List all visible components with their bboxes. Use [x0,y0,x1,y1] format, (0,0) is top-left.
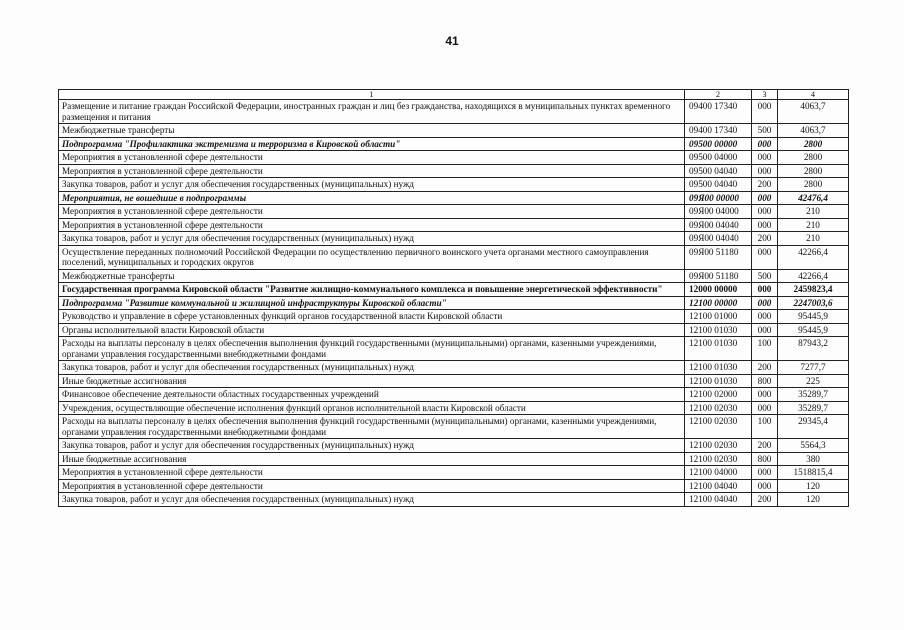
table-row [59,205,849,219]
row-code-cell: 09Я00 04040 [685,232,752,246]
row-sum-cell: 120 [778,493,849,507]
row-expense-type-cell: 500 [752,124,778,138]
table-row [59,452,849,466]
table-row [59,466,849,480]
row-name-cell: Финансовое обеспечение деятельности областных государственных учреждений [59,388,685,402]
row-code-cell: 09400 17340 [685,124,752,138]
table-row [59,245,849,269]
row-code-cell: 09500 00000 [685,137,752,151]
budget-table [58,89,849,507]
table-row [59,479,849,493]
row-expense-type-cell: 000 [752,100,778,124]
row-name-cell: Размещение и питание граждан Российской Федерации, иностранных граждан и лиц без гражданства, находящихся в муниципальных пунктах временного размещения и питания [59,100,685,124]
row-name-cell: Подпрограмма "Профилактика экстремизма и терроризма в Кировской области" [59,137,685,151]
row-sum-cell: 5564,3 [778,439,849,453]
row-code-cell: 09Я00 00000 [685,191,752,205]
header-row [59,90,849,100]
row-sum-cell: 210 [778,232,849,246]
row-expense-type-cell: 100 [752,337,778,361]
row-expense-type-cell: 200 [752,439,778,453]
row-name-cell: Расходы на выплаты персоналу в целях обеспечения выполнения функций государственными (муниципальными) органами, казенными учреждениями, органами управления государственными внебюджетными фондами [59,415,685,439]
row-name-cell: Государственная программа Кировской области "Развитие жилищно-коммунального комплекса и повышение энергетической эффективности" [59,283,685,297]
row-expense-type-cell: 000 [752,323,778,337]
row-name-cell: Мероприятия в установленной сфере деятельности [59,466,685,480]
row-name-cell: Расходы на выплаты персоналу в целях обеспечения выполнения функций государственными (муниципальными) органами, казенными учреждениями, органами управления государственными внебюджетными фондами [59,337,685,361]
row-name-cell: Закупка товаров, работ и услуг для обеспечения государственных (муниципальных) нужд [59,178,685,192]
table-row [59,337,849,361]
row-expense-type-cell: 200 [752,232,778,246]
row-code-cell: 09Я00 51180 [685,269,752,283]
row-sum-cell: 87943,2 [778,337,849,361]
table-row [59,164,849,178]
row-expense-type-cell: 000 [752,401,778,415]
row-sum-cell: 35289,7 [778,388,849,402]
row-name-cell: Закупка товаров, работ и услуг для обеспечения государственных (муниципальных) нужд [59,439,685,453]
row-name-cell: Закупка товаров, работ и услуг для обеспечения государственных (муниципальных) нужд [59,232,685,246]
row-expense-type-cell: 000 [752,388,778,402]
table-header [59,90,849,100]
table-row [59,178,849,192]
table-row [59,296,849,310]
row-code-cell: 09Я00 04000 [685,205,752,219]
row-sum-cell: 95445,9 [778,323,849,337]
row-name-cell: Иные бюджетные ассигнования [59,374,685,388]
row-name-cell: Органы исполнительной власти Кировской области [59,323,685,337]
header-cell-code: 2 [685,90,752,100]
row-code-cell: 12100 01030 [685,361,752,375]
table-row [59,361,849,375]
row-code-cell: 12100 01030 [685,337,752,361]
row-name-cell: Закупка товаров, работ и услуг для обеспечения государственных (муниципальных) нужд [59,361,685,375]
row-expense-type-cell: 200 [752,361,778,375]
row-name-cell: Подпрограмма "Развитие коммунальной и жилищной инфраструктуры Кировской области" [59,296,685,310]
table-row [59,269,849,283]
row-sum-cell: 210 [778,205,849,219]
row-expense-type-cell: 000 [752,164,778,178]
row-expense-type-cell: 000 [752,218,778,232]
row-code-cell: 12100 02030 [685,439,752,453]
table-row [59,310,849,324]
row-sum-cell: 42266,4 [778,269,849,283]
row-code-cell: 12100 02030 [685,452,752,466]
row-code-cell: 12100 02030 [685,401,752,415]
row-expense-type-cell: 000 [752,245,778,269]
row-name-cell: Мероприятия в установленной сфере деятельности [59,479,685,493]
table-row [59,100,849,124]
header-cell-sum: 4 [778,90,849,100]
table-row [59,415,849,439]
row-code-cell: 09Я00 51180 [685,245,752,269]
row-expense-type-cell: 000 [752,466,778,480]
row-name-cell: Иные бюджетные ассигнования [59,452,685,466]
row-expense-type-cell: 800 [752,374,778,388]
row-code-cell: 12100 01000 [685,310,752,324]
row-code-cell: 09500 04040 [685,178,752,192]
table-row [59,388,849,402]
row-name-cell: Руководство и управление в сфере установленных функций органов государственной власти Кировской области [59,310,685,324]
row-sum-cell: 2800 [778,178,849,192]
row-code-cell: 12100 02000 [685,388,752,402]
row-sum-cell: 35289,7 [778,401,849,415]
row-name-cell: Мероприятия в установленной сфере деятельности [59,151,685,165]
row-sum-cell: 1518815,4 [778,466,849,480]
row-sum-cell: 210 [778,218,849,232]
row-name-cell: Мероприятия в установленной сфере деятельности [59,205,685,219]
row-sum-cell: 42266,4 [778,245,849,269]
table-row [59,232,849,246]
row-name-cell: Межбюджетные трансферты [59,269,685,283]
row-code-cell: 09400 17340 [685,100,752,124]
table-row [59,218,849,232]
table-row [59,151,849,165]
table-row [59,439,849,453]
row-sum-cell: 2459823,4 [778,283,849,297]
row-sum-cell: 95445,9 [778,310,849,324]
row-sum-cell: 2247003,6 [778,296,849,310]
row-sum-cell: 42476,4 [778,191,849,205]
table-row [59,401,849,415]
table-row [59,374,849,388]
row-expense-type-cell: 800 [752,452,778,466]
row-code-cell: 09500 04000 [685,151,752,165]
row-code-cell: 12100 04000 [685,466,752,480]
row-expense-type-cell: 000 [752,310,778,324]
row-name-cell: Учреждения, осуществляющие обеспечение исполнения функций органов исполнительной власти Кировской области [59,401,685,415]
row-expense-type-cell: 200 [752,178,778,192]
row-code-cell: 12100 02030 [685,415,752,439]
row-code-cell: 12100 01030 [685,323,752,337]
row-expense-type-cell: 000 [752,137,778,151]
row-sum-cell: 2800 [778,137,849,151]
row-name-cell: Мероприятия в установленной сфере деятельности [59,218,685,232]
row-code-cell: 12100 04040 [685,479,752,493]
table-row [59,191,849,205]
row-name-cell: Мероприятия в установленной сфере деятельности [59,164,685,178]
row-code-cell: 09Я00 04040 [685,218,752,232]
row-expense-type-cell: 000 [752,283,778,297]
row-sum-cell: 2800 [778,164,849,178]
row-sum-cell: 225 [778,374,849,388]
row-sum-cell: 380 [778,452,849,466]
row-sum-cell: 4063,7 [778,100,849,124]
row-sum-cell: 7277,7 [778,361,849,375]
table-row [59,124,849,138]
row-sum-cell: 29345,4 [778,415,849,439]
table-body [59,100,849,507]
page-number: 41 [445,34,459,48]
budget-table-container [58,89,848,507]
row-name-cell: Осуществление переданных полномочий Российской Федерации по осуществлению первичного воинского учета органами местного самоуправления поселений, муниципальных и городских округов [59,245,685,269]
row-name-cell: Межбюджетные трансферты [59,124,685,138]
row-expense-type-cell: 100 [752,415,778,439]
row-expense-type-cell: 000 [752,296,778,310]
table-row [59,137,849,151]
row-expense-type-cell: 000 [752,151,778,165]
row-sum-cell: 4063,7 [778,124,849,138]
row-name-cell: Закупка товаров, работ и услуг для обеспечения государственных (муниципальных) нужд [59,493,685,507]
row-name-cell: Мероприятия, не вошедшие в подпрограммы [59,191,685,205]
row-sum-cell: 2800 [778,151,849,165]
row-expense-type-cell: 000 [752,479,778,493]
row-sum-cell: 120 [778,479,849,493]
row-expense-type-cell: 500 [752,269,778,283]
row-code-cell: 12100 01030 [685,374,752,388]
table-row [59,283,849,297]
row-code-cell: 12100 04040 [685,493,752,507]
row-code-cell: 09500 04040 [685,164,752,178]
table-row [59,323,849,337]
row-expense-type-cell: 000 [752,205,778,219]
header-cell-type: 3 [752,90,778,100]
row-expense-type-cell: 000 [752,191,778,205]
header-cell-name: 1 [59,90,685,100]
row-expense-type-cell: 200 [752,493,778,507]
row-code-cell: 12000 00000 [685,283,752,297]
row-code-cell: 12100 00000 [685,296,752,310]
table-row [59,493,849,507]
